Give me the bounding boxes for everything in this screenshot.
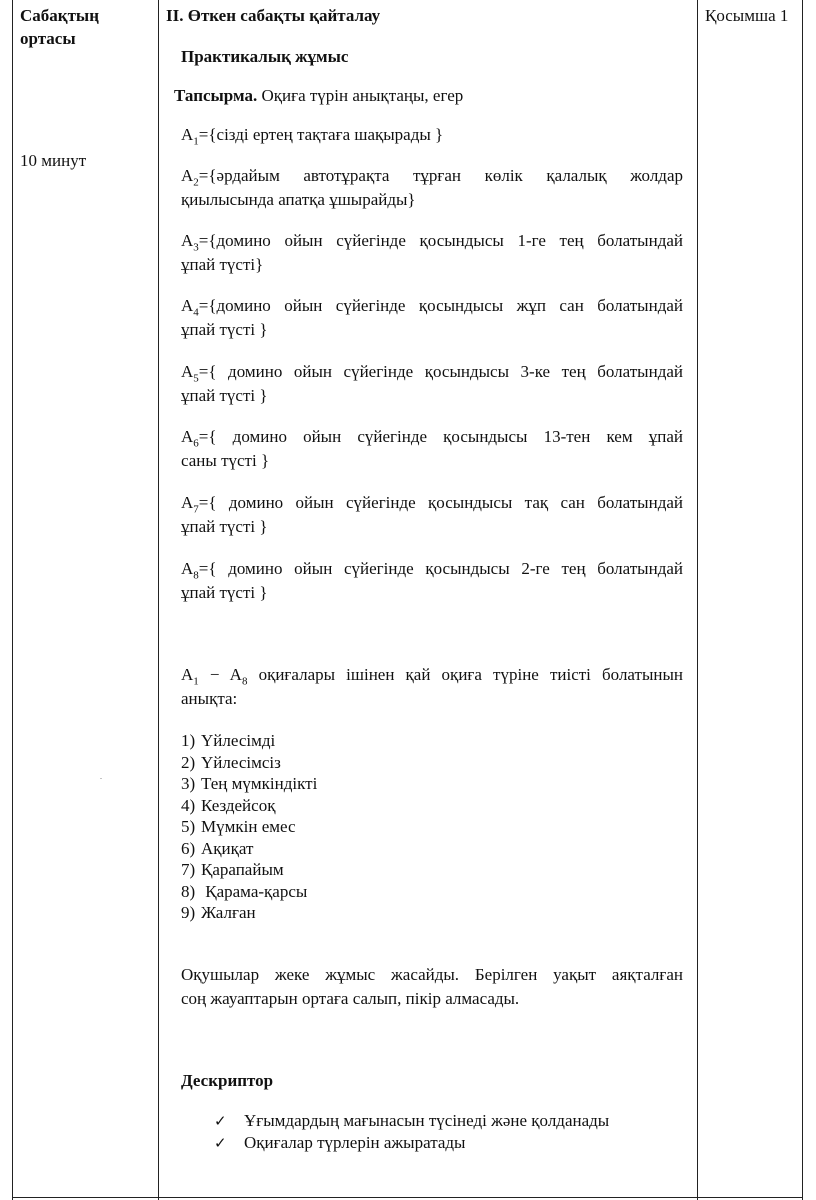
question-line1 [181,664,683,686]
option-item [181,859,284,880]
event-line1 [181,492,683,514]
option-item [181,752,281,773]
option-text: Үйлесімсіз [201,752,281,772]
time-label: 10 минут [20,151,87,170]
descriptor-item [214,1110,609,1132]
event-text: ={ домино ойын сүйегінде қосындысы 2-ге тең болатындай [198,559,683,578]
option-number: 5) [181,817,196,836]
event-symbol: A [181,362,194,381]
question-dash: − [198,665,230,684]
event-symbol: A [181,559,194,578]
event-symbol: A [181,166,194,185]
option-number: 3) [181,774,196,793]
option-number: 4) [181,795,196,815]
table-border-col1 [158,0,159,1200]
table-border-right [802,0,803,1200]
option-text: Жалған [201,903,256,922]
event-line2: ұпай түсті } [181,320,268,339]
event-line2: ұпай түсті } [181,517,268,536]
event-symbol: A [181,427,194,446]
event-line1 [181,361,683,383]
option-item [181,730,275,751]
option-item [181,816,296,837]
event-text: ={сізді ертең тақтаға шақырады } [198,125,444,144]
event-line1 [181,230,683,252]
event-text: ={әрдайым автотұрақта тұрған көлік қалалық жолдар [198,166,683,185]
table-border-left [12,0,13,1200]
option-number: 1) [181,731,196,750]
event-line2: қиылысында апатқа ұшырайды} [181,190,416,209]
option-number: 9) [181,903,196,922]
event-subscript: 4 [193,306,199,319]
event-line2: саны түсті } [181,451,270,470]
question-a1-sub: 1 [193,675,199,688]
question-a8-sub: 8 [241,675,248,688]
option-number: 7) [181,860,196,879]
task-line [174,85,463,107]
event-line2: ұпай түсті } [181,583,268,602]
question-a8-symbol: A [229,665,242,684]
event-symbol: A [181,231,194,250]
event-subscript: 6 [193,437,199,450]
option-text: Мүмкін емес [201,817,296,836]
event-text: ={домино ойын сүйегінде қосындысы 1-ге тең болатындай [198,231,683,250]
table-border-col2 [697,0,698,1200]
option-item [181,795,275,816]
subtitle: Практикалық жұмыс [181,47,349,66]
question-a1-symbol: A [181,665,194,684]
option-item [181,773,317,794]
event-subscript: 8 [193,569,199,582]
note-line2: соң жауаптарын ортаға салып, пікір алмасады. [181,989,520,1008]
option-item [181,902,256,923]
descriptor-text: Ұғымдардың мағынасын түсінеді және қолданады [244,1111,610,1130]
event-symbol: A [181,493,194,512]
section-title: II. Өткен сабақты қайталау [166,6,381,25]
option-text: Үйлесімді [201,731,276,750]
event-line1 [181,558,683,580]
option-item [181,881,307,902]
option-number: 2) [181,752,196,772]
left-col-header-line1: Сабақтың [20,6,99,25]
question-text: оқиғалары ішінен қай оқиға түріне тиісті болатынын [247,665,683,684]
event-symbol: A [181,296,194,315]
event-line1 [181,165,683,187]
descriptor-text: Оқиғалар түрлерін ажыратады [244,1133,466,1152]
event-subscript: 7 [193,503,199,516]
event-subscript: 1 [193,135,199,148]
event-text: ={ домино ойын сүйегінде қосындысы 3-ке тең болатындай [198,362,683,381]
event-line2: ұпай түсті } [181,386,268,405]
option-text: Тең мүмкіндікті [201,774,318,793]
event-text: ={ домино ойын сүйегінде қосындысы тақ сан болатындай [198,493,683,512]
appendix-label: Қосымша 1 [705,6,789,25]
checkmark-icon: ✓ [214,1134,227,1152]
event-line1 [181,124,443,146]
event-line1 [181,426,683,448]
option-number: 6) [181,838,196,858]
event-line2: ұпай түсті} [181,255,264,274]
option-item [181,838,253,859]
note-line1: Оқушылар жеке жұмыс жасайды. Берілген уақыт аяқталған [181,965,683,984]
descriptor-title: Дескриптор [181,1071,274,1090]
table-border-bottom [12,1197,802,1198]
event-subscript: 2 [193,176,199,189]
event-subscript: 3 [193,241,199,254]
descriptor-item [214,1132,465,1154]
option-text: Қарама-қарсы [201,881,308,901]
stray-dot: . [100,772,102,781]
event-symbol: A [181,125,194,144]
option-number: 8) [181,881,196,901]
task-label: Тапсырма. [174,86,258,105]
event-subscript: 5 [193,372,199,385]
event-text: ={ домино ойын сүйегінде қосындысы 13-тен кем ұпай [198,427,683,446]
checkmark-icon: ✓ [214,1112,227,1130]
left-col-header-line2: ортасы [20,29,76,48]
event-text: ={домино ойын сүйегінде қосындысы жұп сан болатындай [198,296,683,315]
option-text: Ақиқат [201,838,254,858]
option-text: Қарапайым [201,860,284,879]
option-text: Кездейсоқ [201,795,276,815]
question-line2: анықта: [181,689,238,708]
event-line1 [181,295,683,317]
task-text: Оқиға түрін анықтаңы, егер [257,86,464,105]
